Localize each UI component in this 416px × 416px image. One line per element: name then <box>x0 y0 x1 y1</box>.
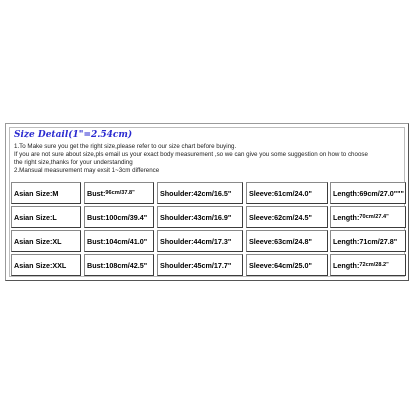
bust-cell <box>84 182 154 204</box>
note-line: If you are not sure about size,pls email us your exact body measurement ,so we can give you some suggestion on how to choose <box>14 151 368 158</box>
length-value: 71cm/27.8" <box>359 236 398 246</box>
note-line: 1.To Make sure you get the right size,please refer to our size chart before buying. <box>14 143 237 150</box>
table-row <box>10 182 406 204</box>
bust-cell <box>84 230 154 252</box>
length-value: 69cm/27.0""" <box>359 188 404 198</box>
bust-cell <box>84 254 154 276</box>
shoulder-cell: Shoulder:42cm/16.5" <box>157 182 243 204</box>
bust-label: Bust: <box>87 188 106 198</box>
bust-value: 100cm/39.4" <box>105 212 148 222</box>
bust-value: 104cm/41.0" <box>105 236 148 246</box>
length-label: Length: <box>333 212 360 222</box>
length-label: Length: <box>333 260 360 270</box>
sleeve-cell: Sleeve:61cm/24.0" <box>246 182 328 204</box>
length-cell <box>330 206 406 228</box>
bust-value: 96cm/37.8" <box>105 190 135 196</box>
size-table <box>10 182 406 278</box>
note-line: the right size,thanks for your understanding <box>14 159 133 166</box>
size-detail-inner <box>9 127 405 277</box>
bust-label: Bust: <box>87 236 106 246</box>
length-label: Length: <box>333 188 360 198</box>
shoulder-cell: Shoulder:45cm/17.7" <box>157 254 243 276</box>
sleeve-cell: Sleeve:63cm/24.8" <box>246 230 328 252</box>
shoulder-cell: Shoulder:44cm/17.3" <box>157 230 243 252</box>
table-row <box>10 254 406 276</box>
size-cell: Asian Size:XXL <box>11 254 81 276</box>
length-cell <box>330 182 406 204</box>
size-detail-panel <box>5 123 409 281</box>
size-notes <box>14 143 404 175</box>
length-value: 72cm/28.2" <box>359 262 389 268</box>
size-cell: Asian Size:XL <box>11 230 81 252</box>
shoulder-cell: Shoulder:43cm/16.9" <box>157 206 243 228</box>
length-cell <box>330 254 406 276</box>
length-label: Length: <box>333 236 360 246</box>
size-cell: Asian Size:L <box>11 206 81 228</box>
sleeve-cell: Sleeve:62cm/24.5" <box>246 206 328 228</box>
size-cell: Asian Size:M <box>11 182 81 204</box>
table-row <box>10 206 406 228</box>
note-line: 2.Mansual measurement may exsit 1~3cm difference <box>14 167 160 174</box>
length-value: 70cm/27.4" <box>359 214 389 220</box>
length-cell <box>330 230 406 252</box>
size-detail-title: Size Detail(1"=2.54cm) <box>14 130 133 140</box>
bust-value: 108cm/42.5" <box>105 260 148 270</box>
bust-cell <box>84 206 154 228</box>
sleeve-cell: Sleeve:64cm/25.0" <box>246 254 328 276</box>
bust-label: Bust: <box>87 260 106 270</box>
table-row <box>10 230 406 252</box>
bust-label: Bust: <box>87 212 106 222</box>
